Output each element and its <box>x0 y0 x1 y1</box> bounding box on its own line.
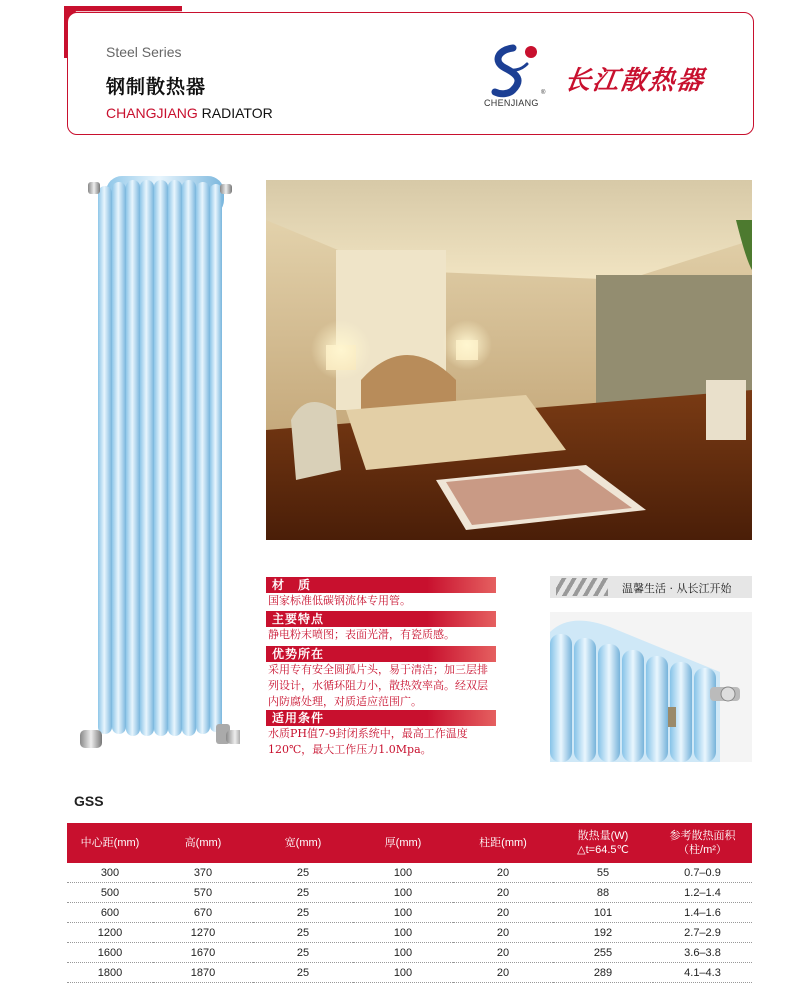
table-cell: 25 <box>253 923 353 943</box>
feature-title: 材 质 <box>266 577 496 593</box>
feature-text: 采用专有安全圆孤片头，易于清洁；加三层排列设计，水循环阻力小，散热效率高。经双层内防腐处理，对质适应范围广。 <box>268 663 488 708</box>
table-cell: 25 <box>253 903 353 923</box>
table-row <box>67 863 752 883</box>
brand-name-en-rest: RADIATOR <box>197 105 273 121</box>
table-cell: 20 <box>453 963 553 983</box>
col-header-thickness: 厚(mm) <box>353 823 453 863</box>
table-cell: 192 <box>553 923 653 943</box>
table-row <box>67 883 752 903</box>
table-cell: 20 <box>453 923 553 943</box>
table-cell: 20 <box>453 863 553 883</box>
feature-title: 主要特点 <box>266 611 496 627</box>
feature-characteristics <box>266 611 496 643</box>
table-header-row <box>67 823 752 863</box>
feature-text: 水质PH值7-9封闭系统中，最高工作温度120℃，最大工作压力1.0Mpa。 <box>268 727 468 756</box>
table-cell: 100 <box>353 943 453 963</box>
table-row <box>67 903 752 923</box>
table-row <box>67 963 752 983</box>
brand-name-cn: 长江散热器 <box>562 66 707 96</box>
slogan-text: 温馨生活 · 从长江开始 <box>622 582 732 595</box>
table-cell: 300 <box>67 863 153 883</box>
bedroom-photo <box>266 180 752 540</box>
table-cell: 289 <box>553 963 653 983</box>
table-cell: 25 <box>253 963 353 983</box>
table-cell: 20 <box>453 943 553 963</box>
table-cell: 25 <box>253 883 353 903</box>
radiator-closeup-image <box>550 612 752 762</box>
table-cell: 2.7–2.9 <box>653 923 752 943</box>
table-cell: 1.2–1.4 <box>653 883 752 903</box>
feature-conditions <box>266 710 496 758</box>
feature-title: 适用条件 <box>266 710 496 726</box>
table-cell: 0.7–0.9 <box>653 863 752 883</box>
feature-material <box>266 577 496 609</box>
feature-advantages <box>266 646 496 710</box>
table-cell: 100 <box>353 863 453 883</box>
table-cell: 1800 <box>67 963 153 983</box>
table-cell: 600 <box>67 903 153 923</box>
feature-text: 静电粉末喷图；表面光滑，有瓷质感。 <box>268 628 455 641</box>
table-cell: 1270 <box>153 923 253 943</box>
table-cell: 670 <box>153 903 253 923</box>
table-cell: 25 <box>253 863 353 883</box>
col-header-width: 宽(mm) <box>253 823 353 863</box>
col-header-height: 高(mm) <box>153 823 253 863</box>
logo-label: CHENJIANG <box>484 98 539 108</box>
col-header-heating-area: 参考散热面积 （柱/m²） <box>653 823 752 863</box>
table-cell: 20 <box>453 883 553 903</box>
table-cell: 1.4–1.6 <box>653 903 752 923</box>
table-cell: 255 <box>553 943 653 963</box>
table-cell: 1200 <box>67 923 153 943</box>
table-cell: 88 <box>553 883 653 903</box>
feature-title: 优势所在 <box>266 646 496 662</box>
col-header-column-spacing: 柱距(mm) <box>453 823 553 863</box>
radiator-product-image <box>80 176 240 756</box>
brand-name-en-highlight: CHANGJIANG <box>106 105 198 121</box>
slogan-stripes <box>556 578 608 596</box>
feature-text: 国家标准低碳钢流体专用管。 <box>268 594 411 607</box>
table-row <box>67 923 752 943</box>
table-cell: 25 <box>253 943 353 963</box>
model-code: GSS <box>74 793 104 809</box>
spec-table <box>67 823 752 983</box>
table-cell: 1600 <box>67 943 153 963</box>
table-cell: 370 <box>153 863 253 883</box>
table-cell: 1670 <box>153 943 253 963</box>
table-cell: 100 <box>353 903 453 923</box>
table-cell: 4.1–4.3 <box>653 963 752 983</box>
table-cell: 100 <box>353 963 453 983</box>
table-cell: 100 <box>353 923 453 943</box>
table-cell: 3.6–3.8 <box>653 943 752 963</box>
table-row <box>67 943 752 963</box>
brand-name-en <box>106 105 273 121</box>
table-cell: 101 <box>553 903 653 923</box>
table-cell: 570 <box>153 883 253 903</box>
col-header-center-distance: 中心距(mm) <box>67 823 153 863</box>
series-title-cn: 钢制散热器 <box>106 76 207 98</box>
series-title-en: Steel Series <box>106 44 182 60</box>
table-cell: 55 <box>553 863 653 883</box>
table-cell: 100 <box>353 883 453 903</box>
table-cell: 500 <box>67 883 153 903</box>
table-cell: 20 <box>453 903 553 923</box>
table-cell: 1870 <box>153 963 253 983</box>
registered-mark: ® <box>541 90 546 96</box>
col-header-heat-output: 散热量(W) △t=64.5℃ <box>553 823 653 863</box>
